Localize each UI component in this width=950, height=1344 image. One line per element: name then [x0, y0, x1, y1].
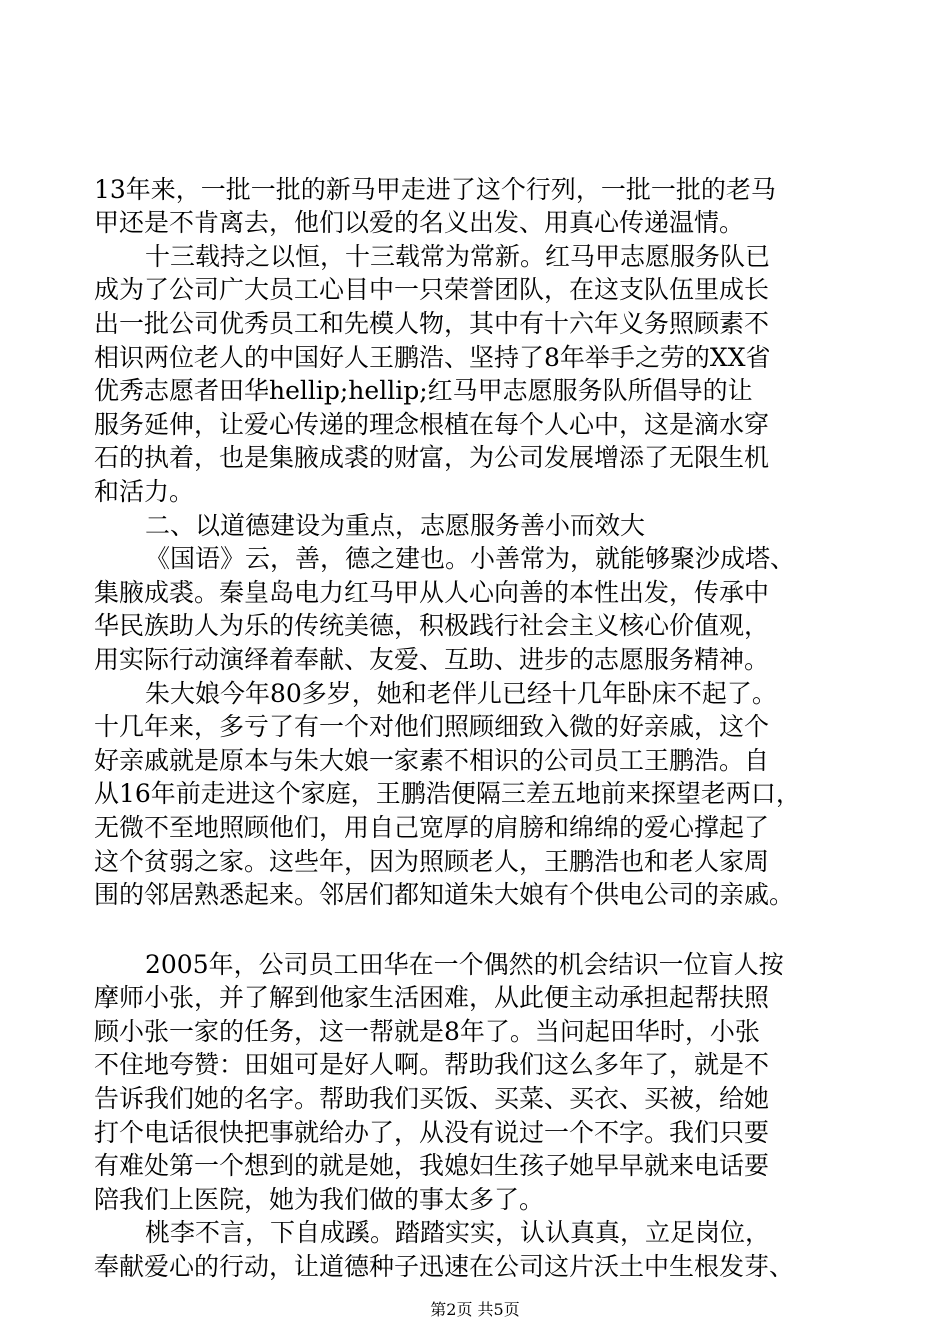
text-line: 这个贫弱之家。这些年，因为照顾老人，王鹏浩也和老人家周	[94, 847, 770, 876]
text-line: 告诉我们她的名字。帮助我们买饭、买菜、买衣、买被，给她	[94, 1084, 770, 1113]
text-line: 成为了公司广大员工心目中一只荣誉团队，在这支队伍里成长	[94, 275, 770, 304]
text-line: 13年来，一批一批的新马甲走进了这个行列，一批一批的老马	[94, 175, 776, 204]
text-line: 从16年前走进这个家庭，王鹏浩便隔三差五地前来探望老两口，	[94, 779, 801, 808]
text-line: 十三载持之以恒，十三载常为常新。红马甲志愿服务队已	[145, 242, 771, 271]
text-line: 好亲戚就是原本与朱大娘一家素不相识的公司员工王鹏浩。自	[94, 746, 770, 775]
text-line: 朱大娘今年80多岁，她和老伴儿已经十几年卧床不起了。	[145, 679, 777, 708]
text-line: 和活力。	[94, 477, 195, 506]
text-line: 摩师小张，并了解到他家生活困难，从此便主动承担起帮扶照	[94, 983, 770, 1012]
text-line: 集腋成裘。秦皇岛电力红马甲从人心向善的本性出发，传承中	[94, 578, 770, 607]
text-line: 围的邻居熟悉起来。邻居们都知道朱大娘有个供电公司的亲戚。	[94, 880, 795, 909]
text-line: 顾小张一家的任务，这一帮就是8年了。当问起田华时，小张	[94, 1017, 760, 1046]
text-line: 服务延伸，让爱心传递的理念根植在每个人心中，这是滴水穿	[94, 410, 770, 439]
text-line: 无微不至地照顾他们，用自己宽厚的肩膀和绵绵的爱心撑起了	[94, 813, 770, 842]
text-line: 桃李不言，下自成蹊。踏踏实实，认认真真，立足岗位，	[145, 1218, 771, 1247]
text-line: 十几年来，多亏了有一个对他们照顾细致入微的好亲戚，这个	[94, 712, 770, 741]
text-line: 用实际行动演绎着奉献、友爱、互助、进步的志愿服务精神。	[94, 645, 770, 674]
text-line: 陪我们上医院，她为我们做的事太多了。	[94, 1185, 545, 1214]
text-line: 出一批公司优秀员工和先模人物，其中有十六年义务照顾素不	[94, 309, 770, 338]
text-line: 不住地夸赞：田姐可是好人啊。帮助我们这么多年了，就是不	[94, 1050, 770, 1079]
text-line: 华民族助人为乐的传统美德，积极践行社会主义核心价值观，	[94, 611, 770, 640]
text-line: 打个电话很快把事就给办了，从没有说过一个不字。我们只要	[94, 1118, 770, 1147]
page-number-footer: 第2页 共5页	[430, 1300, 520, 1319]
text-line: 石的执着，也是集腋成裘的财富，为公司发展增添了无限生机	[94, 443, 770, 472]
text-line: 优秀志愿者田华hellip;hellip;红马甲志愿服务队所倡导的让	[94, 376, 753, 405]
text-line: 2005年，公司员工田华在一个偶然的机会结识一位盲人按	[145, 950, 784, 979]
text-line: 《国语》云，善，德之建也。小善常为，就能够聚沙成塔、	[145, 544, 796, 573]
text-line: 奉献爱心的行动，让道德种子迅速在公司这片沃土中生根发芽、	[94, 1252, 795, 1281]
text-line: 甲还是不肯离去，他们以爱的名义出发、用真心传递温情。	[94, 208, 745, 237]
section-heading: 二、以道德建设为重点，志愿服务善小而效大	[145, 511, 646, 540]
text-line: 有难处第一个想到的就是她，我媳妇生孩子她早早就来电话要	[94, 1151, 770, 1180]
text-line: 相识两位老人的中国好人王鹏浩、坚持了8年举手之劳的XX省	[94, 343, 771, 372]
